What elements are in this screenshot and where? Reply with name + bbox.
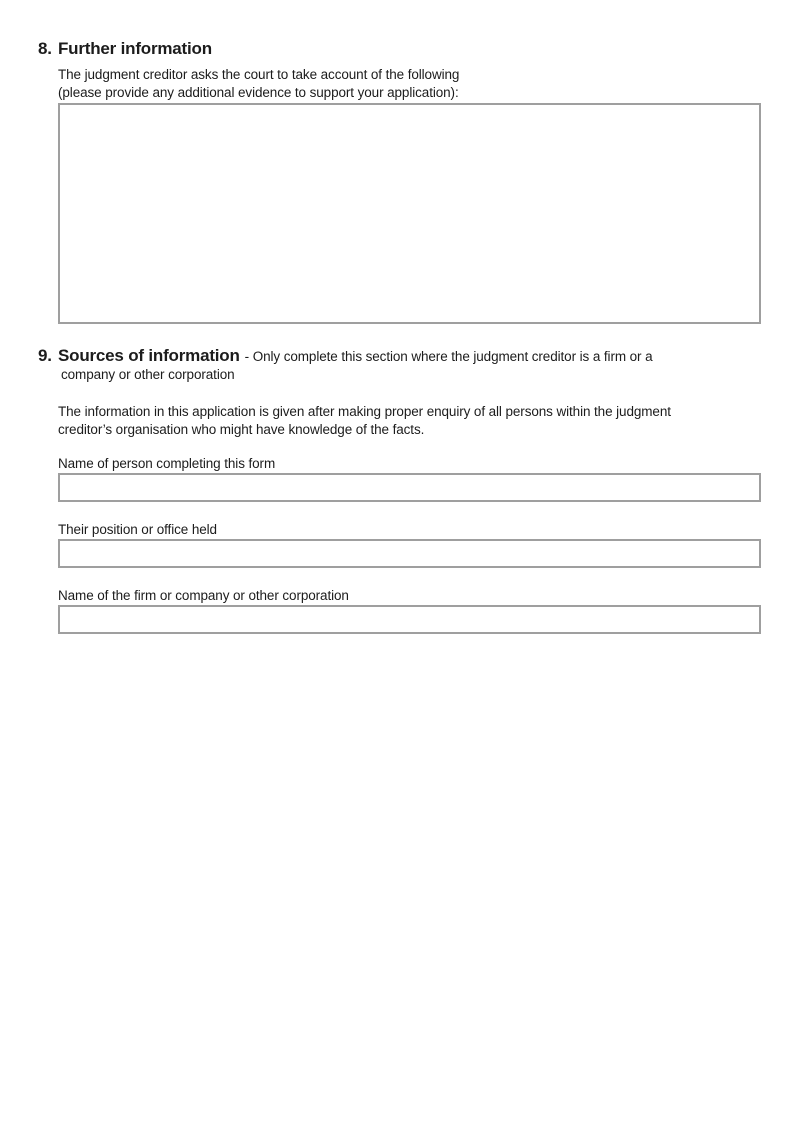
field-label-firm-name: Name of the firm or company or other corporation [58,588,349,603]
section9-title: Sources of information [58,346,240,365]
section8-intro-line1: The judgment creditor asks the court to take account of the following [58,67,460,82]
field-label-person-name: Name of person completing this form [58,456,276,471]
section8-title: Further information [58,39,212,58]
field-label-position: Their position or office held [58,522,217,537]
section-sources-of-information [38,347,761,634]
section9-subtitle-line2: company or other corporation [61,367,235,382]
section-further-information [38,40,761,324]
section8-heading [38,40,761,58]
section9-declaration-line2: creditor’s organisation who might have knowledge of the facts. [58,422,425,437]
section8-number: 8. [38,39,52,58]
section9-declaration-line1: The information in this application is given after making proper enquiry of all persons within the judgment [58,404,671,419]
firm-name-input[interactable] [58,605,761,634]
further-information-textarea[interactable] [58,103,761,324]
section9-declaration [58,403,761,439]
position-input[interactable] [58,539,761,568]
section9-heading [38,347,761,384]
section8-intro-line2: (please provide any additional evidence to support your application): [58,85,459,100]
section9-subtitle-line1: - Only complete this section where the judgment creditor is a firm or a [244,349,653,364]
section8-intro [58,66,761,102]
section9-number: 9. [38,346,52,365]
person-name-input[interactable] [58,473,761,502]
